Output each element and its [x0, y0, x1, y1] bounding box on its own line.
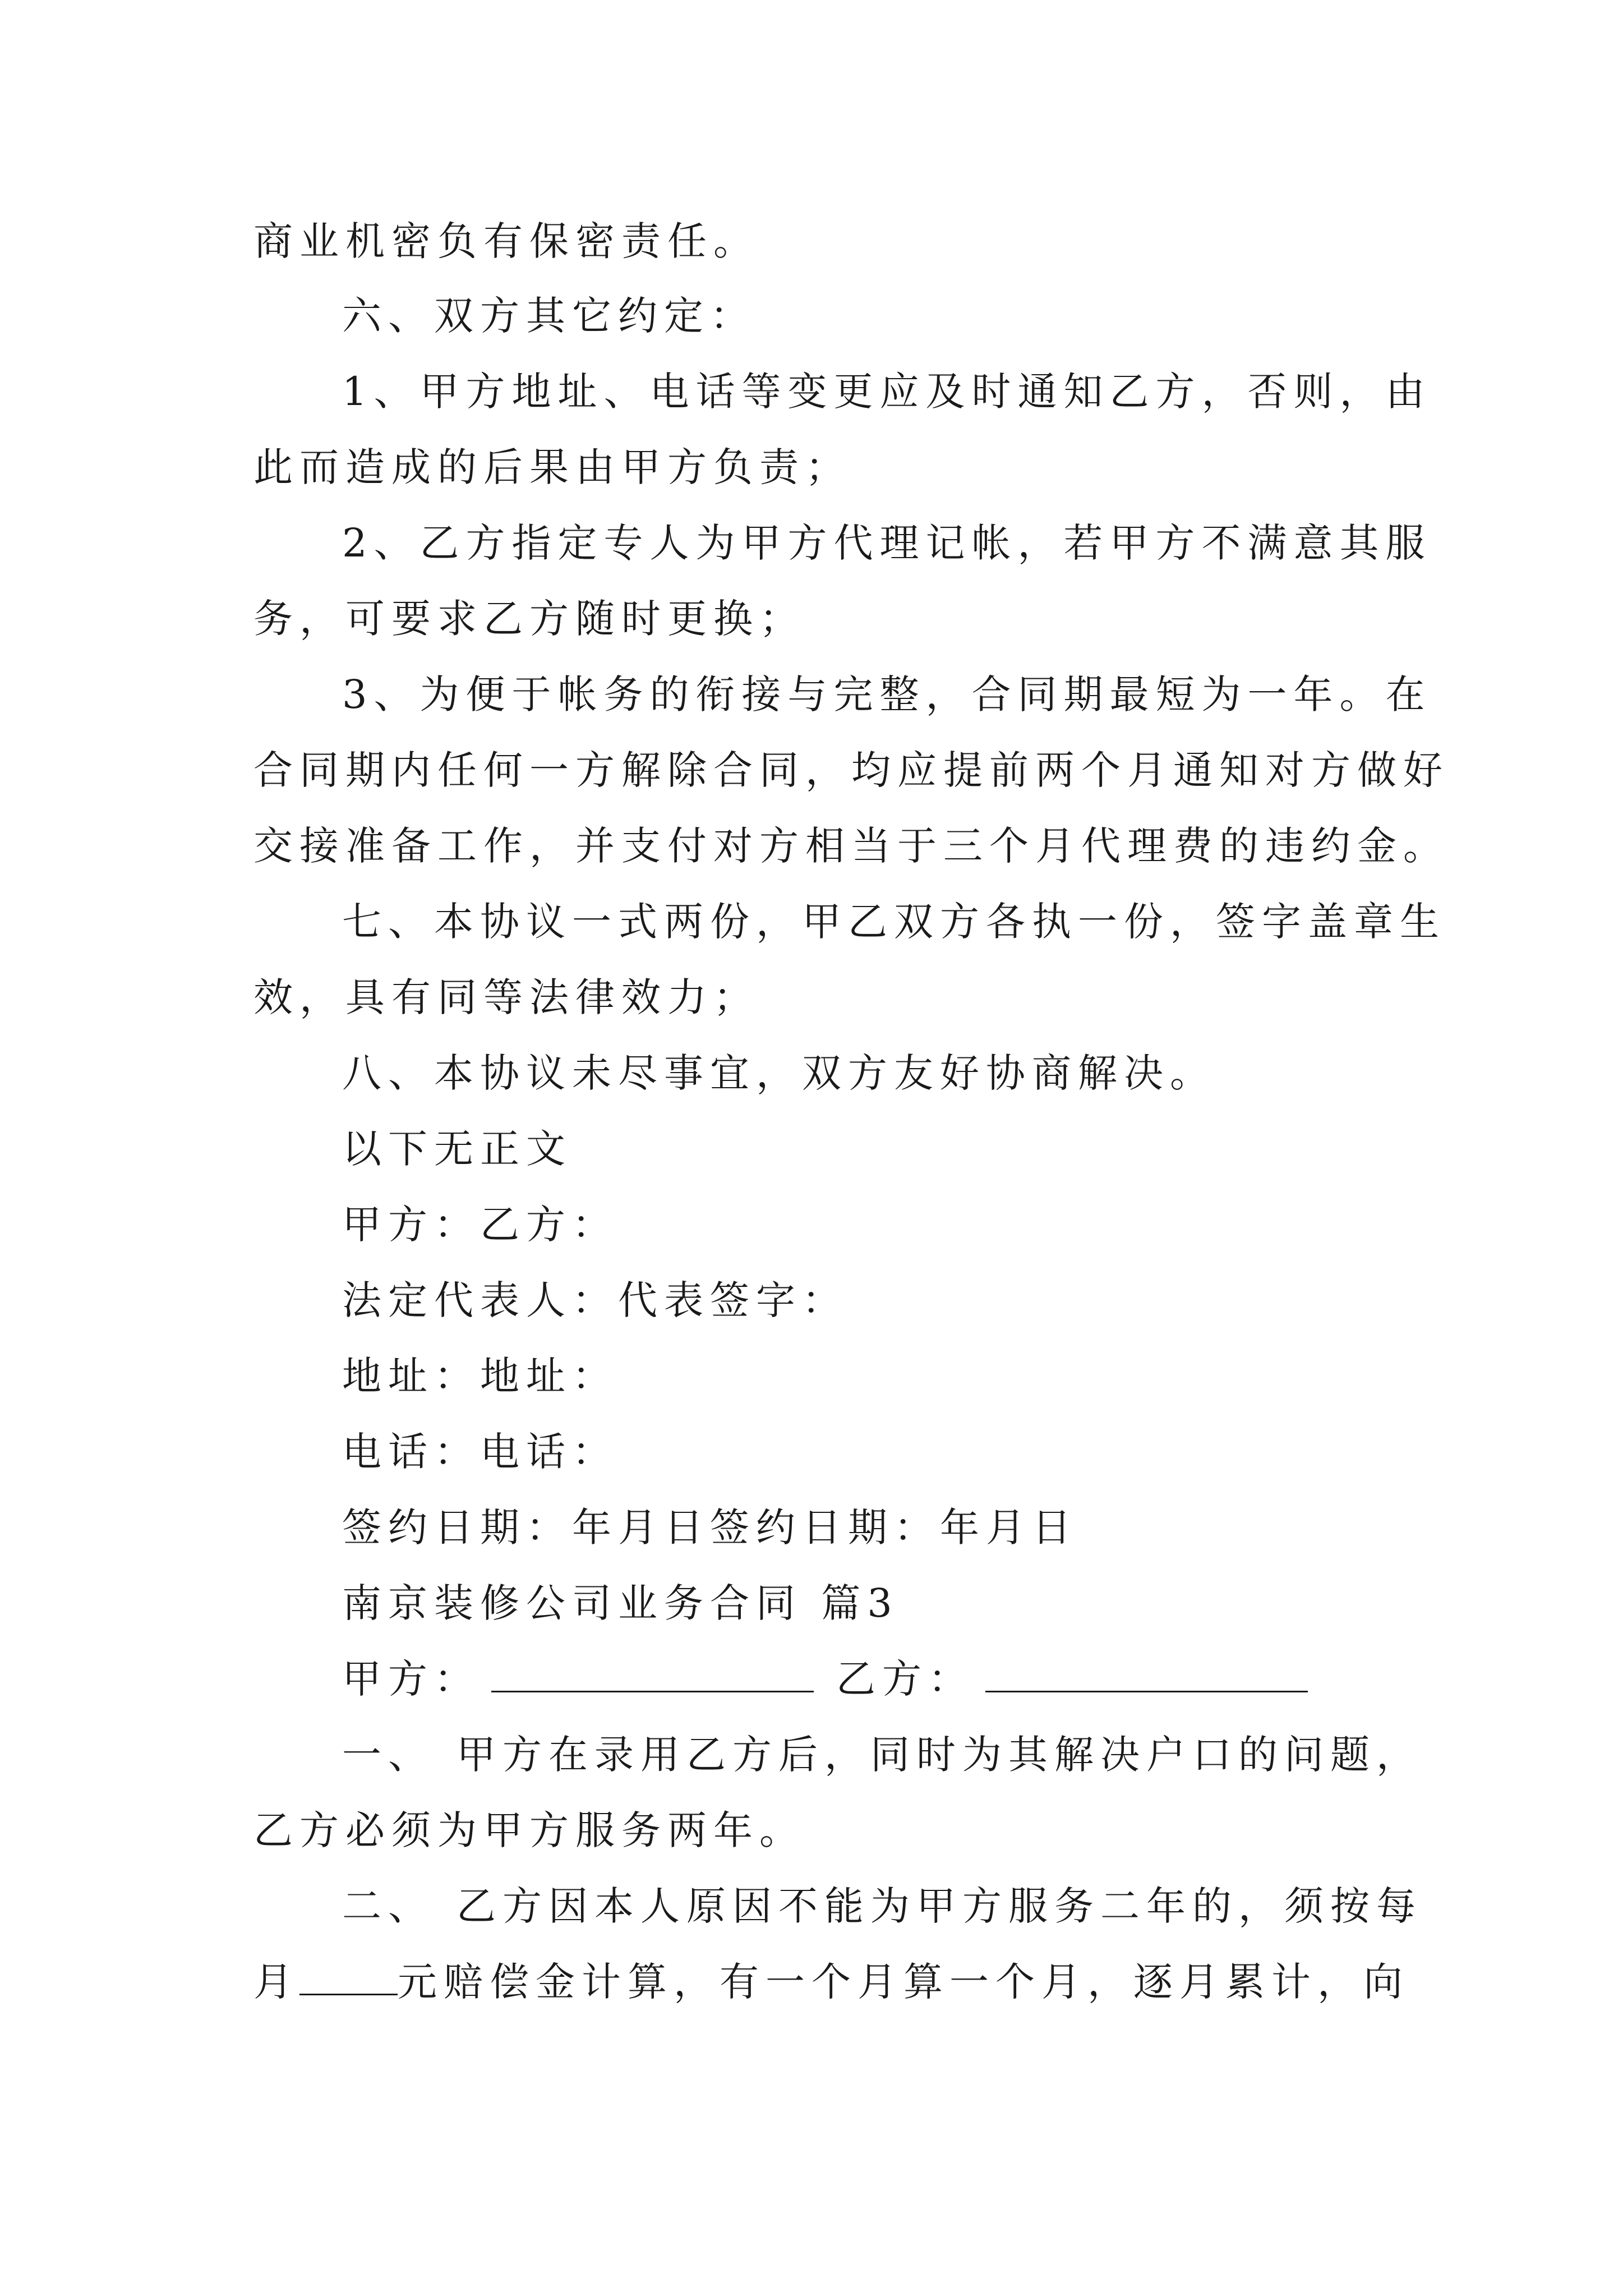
party-a-blank — [491, 1650, 814, 1692]
signature-field-line: 电话：电话： — [342, 1429, 618, 1475]
clause-number: 二、 — [342, 1883, 434, 1929]
text-line: 商业机密负有保密责任。 — [253, 218, 759, 264]
signature-field-line: 地址：地址： — [342, 1353, 618, 1399]
amount-blank — [299, 1953, 398, 1995]
clause-text: 甲方在录用乙方后，同时为其解决户口的问题， — [457, 1732, 1422, 1778]
text-line: 以下无正文 — [342, 1126, 572, 1172]
text-line: 2、乙方指定专人为甲方代理记帐，若甲方不满意其服 — [342, 520, 1432, 566]
text-line: 交接准备工作，并支付对方相当于三个月代理费的违约金。 — [253, 823, 1449, 869]
text-line: 1、甲方地址、电话等变更应及时通知乙方，否则，由 — [342, 369, 1432, 415]
signature-field-line: 签约日期：年月日签约日期：年月日 — [342, 1504, 1078, 1550]
clause-number: 一、 — [342, 1732, 434, 1778]
clause-one-line — [0, 1724, 1623, 1786]
party-line — [0, 1648, 1623, 1710]
text-line: 合同期内任何一方解除合同，均应提前两个月通知对方做好 — [253, 747, 1449, 793]
party-a-label: 甲方： — [342, 1656, 480, 1702]
signature-field-line: 法定代表人：代表签字： — [342, 1277, 848, 1323]
text-line: 七、本协议一式两份，甲乙双方各执一份，签字盖章生 — [342, 899, 1446, 945]
party-b-blank — [985, 1650, 1308, 1692]
signature-field-line: 甲方：乙方： — [342, 1202, 618, 1248]
text-line: 效，具有同等法律效力； — [253, 974, 759, 1020]
text-line: 乙方必须为甲方服务两年。 — [253, 1807, 805, 1853]
text-line: 务，可要求乙方随时更换； — [253, 596, 805, 642]
clause-text: 元赔偿金计算，有一个月算一个月，逐月累计，向 — [398, 1959, 1409, 2005]
clause-two-continuation — [0, 1951, 1623, 2013]
contract-title: 南京装修公司业务合同 篇3 — [342, 1580, 899, 1626]
clause-two-line — [0, 1875, 1623, 1937]
clause-text: 乙方因本人原因不能为甲方服务二年的，须按每 — [457, 1883, 1422, 1929]
text-line: 八、本协议未尽事宜，双方友好协商解决。 — [342, 1050, 1216, 1096]
party-b-label: 乙方： — [836, 1656, 974, 1702]
section-heading: 六、双方其它约定： — [342, 293, 756, 339]
text-line: 3、为便于帐务的衔接与完整，合同期最短为一年。在 — [342, 671, 1432, 717]
text-line: 此而造成的后果由甲方负责； — [253, 444, 851, 490]
clause-text: 月 — [253, 1959, 299, 2005]
